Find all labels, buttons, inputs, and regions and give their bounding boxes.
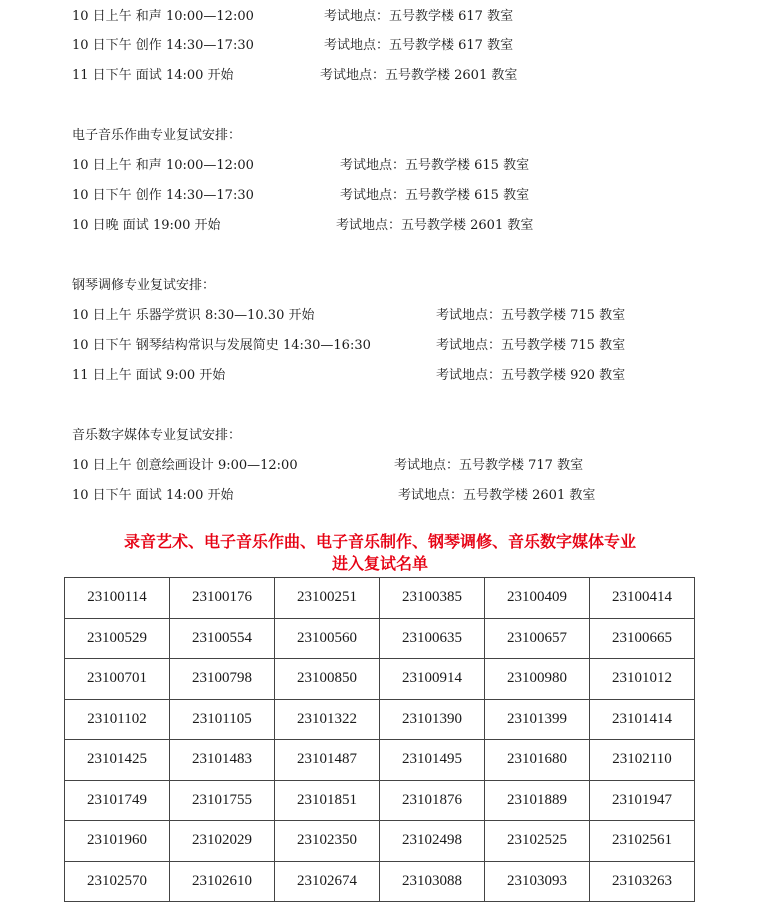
candidate-id-cell: 23100385 (380, 578, 485, 619)
candidate-id-cell: 23101425 (65, 740, 170, 781)
schedule-row (72, 67, 518, 85)
schedule-time: 10 日上午 乐器学赏识 8:30—10.30 开始 (72, 308, 315, 323)
candidate-id-cell: 23102674 (275, 861, 380, 902)
table-row (65, 699, 695, 740)
candidate-id-cell: 23100176 (170, 578, 275, 619)
candidate-id-cell: 23100798 (170, 659, 275, 700)
candidate-id-cell: 23101851 (275, 780, 380, 821)
candidate-id-cell: 23100114 (65, 578, 170, 619)
schedule-row (72, 187, 530, 205)
candidate-id-cell: 23100657 (485, 618, 590, 659)
candidate-id-cell: 23101960 (65, 821, 170, 862)
candidate-id-table (64, 577, 695, 902)
candidate-id-cell: 23101012 (590, 659, 695, 700)
schedule-location: 考试地点：五号教学楼 2601 教室 (398, 488, 596, 503)
schedule-row (72, 337, 626, 355)
candidate-id-cell: 23100560 (275, 618, 380, 659)
schedule-time: 10 日下午 创作 14:30—17:30 (72, 38, 254, 53)
candidate-id-cell: 23102029 (170, 821, 275, 862)
candidate-id-cell: 23100635 (380, 618, 485, 659)
schedule-location: 考试地点：五号教学楼 615 教室 (340, 188, 530, 203)
candidate-id-cell: 23100850 (275, 659, 380, 700)
candidate-id-cell: 23100554 (170, 618, 275, 659)
candidate-id-cell: 23101495 (380, 740, 485, 781)
candidate-id-cell: 23102350 (275, 821, 380, 862)
candidate-id-cell: 23102525 (485, 821, 590, 862)
candidate-id-cell: 23102110 (590, 740, 695, 781)
schedule-time: 11 日下午 面试 14:00 开始 (72, 68, 234, 83)
schedule-location: 考试地点：五号教学楼 617 教室 (324, 38, 514, 53)
candidate-id-cell: 23103263 (590, 861, 695, 902)
candidate-id-cell: 23101947 (590, 780, 695, 821)
candidate-id-cell: 23100980 (485, 659, 590, 700)
schedule-location: 考试地点：五号教学楼 717 教室 (394, 458, 584, 473)
schedule-row (72, 217, 534, 235)
section-heading: 电子音乐作曲专业复试安排： (72, 128, 242, 143)
schedule-time: 10 日下午 钢琴结构常识与发展简史 14:30—16:30 (72, 338, 371, 353)
candidate-id-cell: 23101399 (485, 699, 590, 740)
table-row (65, 618, 695, 659)
table-row (65, 578, 695, 619)
schedule-time: 10 日上午 创意绘画设计 9:00—12:00 (72, 458, 298, 473)
candidate-id-cell: 23100914 (380, 659, 485, 700)
candidate-id-cell: 23100665 (590, 618, 695, 659)
section-heading: 音乐数字媒体专业复试安排： (72, 428, 242, 443)
table-row (65, 659, 695, 700)
section-heading: 钢琴调修专业复试安排： (72, 278, 216, 293)
schedule-location: 考试地点：五号教学楼 2601 教室 (320, 68, 518, 83)
schedule-location: 考试地点：五号教学楼 715 教室 (436, 338, 626, 353)
schedule-time: 10 日上午 和声 10:00—12:00 (72, 158, 254, 173)
schedule-row (72, 307, 626, 325)
schedule-location: 考试地点：五号教学楼 615 教室 (340, 158, 530, 173)
candidate-id-cell: 23102570 (65, 861, 170, 902)
schedule-row (72, 157, 530, 175)
schedule-location: 考试地点：五号教学楼 715 教室 (436, 308, 626, 323)
schedule-time: 10 日上午 和声 10:00—12:00 (72, 9, 254, 24)
schedule-location: 考试地点：五号教学楼 617 教室 (324, 9, 514, 24)
table-row (65, 740, 695, 781)
candidate-id-cell: 23101876 (380, 780, 485, 821)
schedule-time: 10 日晚 面试 19:00 开始 (72, 218, 221, 233)
candidate-id-cell: 23102498 (380, 821, 485, 862)
candidate-id-cell: 23101105 (170, 699, 275, 740)
candidate-id-cell: 23100701 (65, 659, 170, 700)
candidate-id-cell: 23103088 (380, 861, 485, 902)
table-row (65, 821, 695, 862)
candidate-id-cell: 23101483 (170, 740, 275, 781)
schedule-time: 11 日上午 面试 9:00 开始 (72, 368, 226, 383)
schedule-row (72, 487, 596, 505)
candidate-id-cell: 23100414 (590, 578, 695, 619)
schedule-row (72, 367, 626, 385)
schedule-time: 10 日下午 面试 14:00 开始 (72, 488, 234, 503)
candidate-id-cell: 23102561 (590, 821, 695, 862)
candidate-id-cell: 23103093 (485, 861, 590, 902)
candidate-id-cell: 23101102 (65, 699, 170, 740)
schedule-location: 考试地点：五号教学楼 920 教室 (436, 368, 626, 383)
candidate-id-cell: 23101680 (485, 740, 590, 781)
candidate-id-cell: 23101322 (275, 699, 380, 740)
candidate-id-cell: 23101755 (170, 780, 275, 821)
table-row (65, 780, 695, 821)
candidate-id-cell: 23100529 (65, 618, 170, 659)
candidate-id-cell: 23101889 (485, 780, 590, 821)
schedule-row (72, 37, 514, 55)
candidate-id-cell: 23100251 (275, 578, 380, 619)
list-title-line2: 进入复试名单 (331, 554, 428, 573)
candidate-id-cell: 23101390 (380, 699, 485, 740)
schedule-row (72, 457, 584, 475)
schedule-location: 考试地点：五号教学楼 2601 教室 (336, 218, 534, 233)
candidate-id-cell: 23101487 (275, 740, 380, 781)
schedule-row (72, 8, 514, 26)
schedule-time: 10 日下午 创作 14:30—17:30 (72, 188, 254, 203)
table-row (65, 861, 695, 902)
candidate-id-cell: 23102610 (170, 861, 275, 902)
candidate-id-cell: 23101414 (590, 699, 695, 740)
candidate-id-cell: 23100409 (485, 578, 590, 619)
list-title-line1: 录音艺术、电子音乐作曲、电子音乐制作、钢琴调修、音乐数字媒体专业 (123, 532, 636, 551)
candidate-id-cell: 23101749 (65, 780, 170, 821)
